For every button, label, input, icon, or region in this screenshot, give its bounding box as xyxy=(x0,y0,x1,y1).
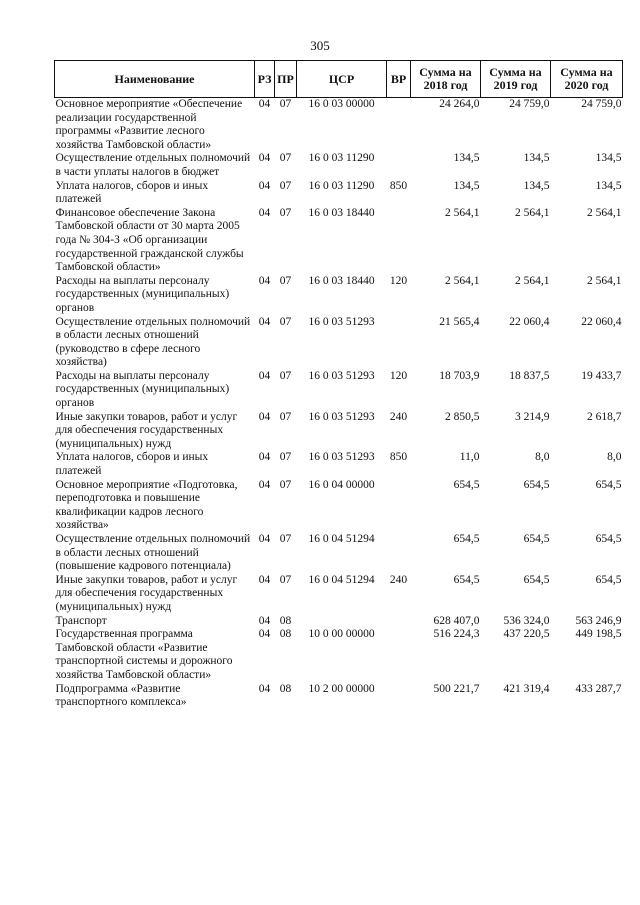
row-rz: 04 xyxy=(258,614,271,627)
row-name: Расходы на выплаты персоналу государственных (муниципальных) органов xyxy=(55,274,230,314)
row-name: Государственная программа Тамбовской области «Развитие транспортной системы и дорожного хозяйства Тамбовской области» xyxy=(55,628,233,681)
row-vr xyxy=(387,152,411,179)
row-sum-2020: 134,5 xyxy=(595,152,622,165)
row-sum-2019: 654,5 xyxy=(523,533,550,545)
row-vr: 240 xyxy=(389,410,408,423)
row-rz: 04 xyxy=(258,369,271,382)
row-vr xyxy=(387,98,411,153)
row-vr: 120 xyxy=(389,369,408,382)
table-row xyxy=(55,207,623,275)
row-rz: 04 xyxy=(258,206,271,219)
row-sum-2020: 8,0 xyxy=(607,451,622,464)
row-sum-2018: 500 221,7 xyxy=(433,682,480,695)
row-name: Иные закупки товаров, работ и услуг для обеспечения государственных (муниципальных) нужд xyxy=(55,573,238,613)
row-pr: 07 xyxy=(279,478,292,491)
row-vr xyxy=(387,479,411,533)
header-csr: ЦСР xyxy=(297,61,387,98)
row-sum-2018: 654,5 xyxy=(453,573,480,586)
row-pr: 07 xyxy=(279,152,292,165)
row-rz: 04 xyxy=(258,315,271,328)
row-sum-2019: 24 759,0 xyxy=(509,98,550,110)
page-number: 305 xyxy=(310,38,330,53)
row-sum-2018: 2 564,1 xyxy=(445,274,480,287)
header-vr: ВР xyxy=(387,61,411,98)
header-sum-2019: Сумма на 2019 год xyxy=(481,61,551,98)
row-sum-2020: 2 564,1 xyxy=(587,274,622,287)
row-vr xyxy=(387,207,411,275)
row-name: Основное мероприятие «Обеспечение реализации государственной программы «Развитие лесного хозяйства Тамбовской области» xyxy=(55,98,243,151)
table-row xyxy=(55,533,623,574)
row-name: Основное мероприятие «Подготовка, переподготовка и повышение квалификации кадров лесного хозяйства» xyxy=(55,478,238,532)
row-pr: 07 xyxy=(279,410,292,423)
row-sum-2018: 654,5 xyxy=(453,478,480,491)
row-vr: 240 xyxy=(389,573,408,586)
table-row xyxy=(55,683,623,710)
header-pr: ПР xyxy=(275,61,297,98)
row-pr: 07 xyxy=(279,451,292,464)
row-sum-2019: 654,5 xyxy=(523,573,550,586)
row-sum-2020: 22 060,4 xyxy=(581,315,622,328)
row-sum-2019: 22 060,4 xyxy=(509,315,550,328)
row-sum-2018: 134,5 xyxy=(453,179,480,192)
row-sum-2019: 134,5 xyxy=(523,152,550,165)
row-vr xyxy=(387,316,411,370)
table-row xyxy=(55,98,623,153)
row-vr xyxy=(387,628,411,682)
row-sum-2019: 2 564,1 xyxy=(515,274,550,287)
row-pr: 07 xyxy=(279,206,292,219)
table-row xyxy=(55,615,623,629)
row-sum-2020: 654,5 xyxy=(595,533,622,545)
row-sum-2018: 628 407,0 xyxy=(433,614,480,627)
row-vr: 120 xyxy=(389,274,408,287)
row-csr: 16 0 03 11290 xyxy=(308,179,375,192)
table-row xyxy=(55,479,623,533)
row-rz: 04 xyxy=(258,98,271,110)
row-csr: 10 0 00 00000 xyxy=(308,628,375,641)
row-name: Осуществление отдельных полномочий в области лесных отношений (руководство в сфере лесного хозяйства) xyxy=(55,315,251,369)
table-row xyxy=(55,180,623,207)
row-csr: 10 2 00 00000 xyxy=(308,682,375,695)
row-csr: 16 0 03 51293 xyxy=(308,315,375,328)
row-sum-2019: 421 319,4 xyxy=(503,682,550,695)
row-name: Подпрограмма «Развитие транспортного комплекса» xyxy=(55,682,187,709)
row-pr: 07 xyxy=(279,274,292,287)
row-sum-2020: 654,5 xyxy=(595,478,622,491)
row-csr: 16 0 03 18440 xyxy=(308,274,375,287)
table-row xyxy=(55,370,623,411)
header-sum-2018: Сумма на 2018 год xyxy=(411,61,481,98)
table-row xyxy=(55,275,623,316)
row-sum-2020: 654,5 xyxy=(595,573,622,586)
table-row xyxy=(55,574,623,615)
table-row xyxy=(55,628,623,682)
row-sum-2018: 134,5 xyxy=(453,152,480,165)
row-vr: 850 xyxy=(389,451,408,464)
table-body xyxy=(55,98,623,710)
row-rz: 04 xyxy=(258,451,271,464)
row-name: Осуществление отдельных полномочий в части уплаты налогов в бюджет xyxy=(55,152,251,178)
row-sum-2020: 2 618,7 xyxy=(587,410,622,423)
row-name: Уплата налогов, сборов и иных платежей xyxy=(55,451,209,478)
row-rz: 04 xyxy=(258,682,271,695)
budget-table xyxy=(54,60,623,710)
row-sum-2019: 654,5 xyxy=(523,478,550,491)
row-name: Финансовое обеспечение Закона Тамбовской области от 30 марта 2005 года № 304-З «Об организации государственной гражданской службы Тамбовской области» xyxy=(55,206,244,274)
row-rz: 04 xyxy=(258,533,271,545)
row-sum-2020: 563 246,9 xyxy=(575,614,622,627)
header-rz: РЗ xyxy=(255,61,275,98)
row-pr: 07 xyxy=(279,369,292,382)
row-csr: 16 0 04 00000 xyxy=(308,478,375,491)
row-sum-2018: 24 264,0 xyxy=(439,98,480,110)
row-pr: 08 xyxy=(279,628,292,641)
row-sum-2020: 449 198,5 xyxy=(575,628,622,641)
row-rz: 04 xyxy=(258,478,271,491)
row-vr xyxy=(387,683,411,710)
row-csr: 16 0 03 00000 xyxy=(308,98,375,110)
row-rz: 04 xyxy=(258,628,271,641)
row-sum-2019: 437 220,5 xyxy=(503,628,550,641)
table-row xyxy=(55,451,623,478)
row-sum-2018: 18 703,9 xyxy=(439,369,480,382)
row-csr: 16 0 03 51293 xyxy=(308,410,375,423)
row-csr: 16 0 04 51294 xyxy=(308,573,375,586)
row-vr: 850 xyxy=(389,179,408,192)
table-row xyxy=(55,316,623,370)
row-sum-2018: 2 564,1 xyxy=(445,206,480,219)
row-sum-2018: 11,0 xyxy=(459,451,480,464)
row-csr xyxy=(297,615,387,629)
row-rz: 04 xyxy=(258,274,271,287)
row-sum-2020: 433 287,7 xyxy=(575,682,622,695)
row-csr: 16 0 03 11290 xyxy=(308,152,375,165)
row-csr: 16 0 04 51294 xyxy=(308,533,375,545)
row-sum-2019: 2 564,1 xyxy=(515,206,550,219)
header-row xyxy=(55,61,623,98)
row-sum-2018: 2 850,5 xyxy=(445,410,480,423)
row-pr: 07 xyxy=(279,533,292,545)
table-row xyxy=(55,411,623,452)
row-csr: 16 0 03 51293 xyxy=(308,369,375,382)
row-rz: 04 xyxy=(258,410,271,423)
row-csr: 16 0 03 51293 xyxy=(308,451,375,464)
row-name: Транспорт xyxy=(55,614,107,627)
row-pr: 07 xyxy=(279,573,292,586)
row-name: Уплата налогов, сборов и иных платежей xyxy=(55,179,209,206)
row-pr: 08 xyxy=(279,614,292,627)
row-name: Осуществление отдельных полномочий в области лесных отношений (повышение кадрового потенциала) xyxy=(55,533,251,573)
header-name: Наименование xyxy=(55,61,255,98)
row-sum-2018: 654,5 xyxy=(453,533,480,545)
row-rz: 04 xyxy=(258,152,271,165)
row-sum-2018: 21 565,4 xyxy=(439,315,480,328)
row-sum-2019: 3 214,9 xyxy=(515,410,550,423)
row-pr: 07 xyxy=(279,315,292,328)
row-sum-2020: 134,5 xyxy=(595,179,622,192)
row-vr xyxy=(387,615,411,629)
row-sum-2018: 516 224,3 xyxy=(433,628,480,641)
row-pr: 08 xyxy=(279,682,292,695)
row-rz: 04 xyxy=(258,179,271,192)
row-name: Иные закупки товаров, работ и услуг для обеспечения государственных (муниципальных) нужд xyxy=(55,410,238,450)
row-sum-2019: 18 837,5 xyxy=(509,369,550,382)
header-sum-2020: Сумма на 2020 год xyxy=(551,61,623,98)
row-sum-2020: 19 433,7 xyxy=(581,369,622,382)
row-pr: 07 xyxy=(279,98,292,110)
row-sum-2019: 8,0 xyxy=(535,451,550,464)
row-rz: 04 xyxy=(258,573,271,586)
row-sum-2019: 536 324,0 xyxy=(503,614,550,627)
row-csr: 16 0 03 18440 xyxy=(308,206,375,219)
row-pr: 07 xyxy=(279,179,292,192)
row-sum-2020: 24 759,0 xyxy=(581,98,622,110)
row-vr xyxy=(387,533,411,574)
row-sum-2019: 134,5 xyxy=(523,179,550,192)
row-sum-2020: 2 564,1 xyxy=(587,206,622,219)
row-name: Расходы на выплаты персоналу государственных (муниципальных) органов xyxy=(55,369,230,410)
table-row xyxy=(55,152,623,179)
